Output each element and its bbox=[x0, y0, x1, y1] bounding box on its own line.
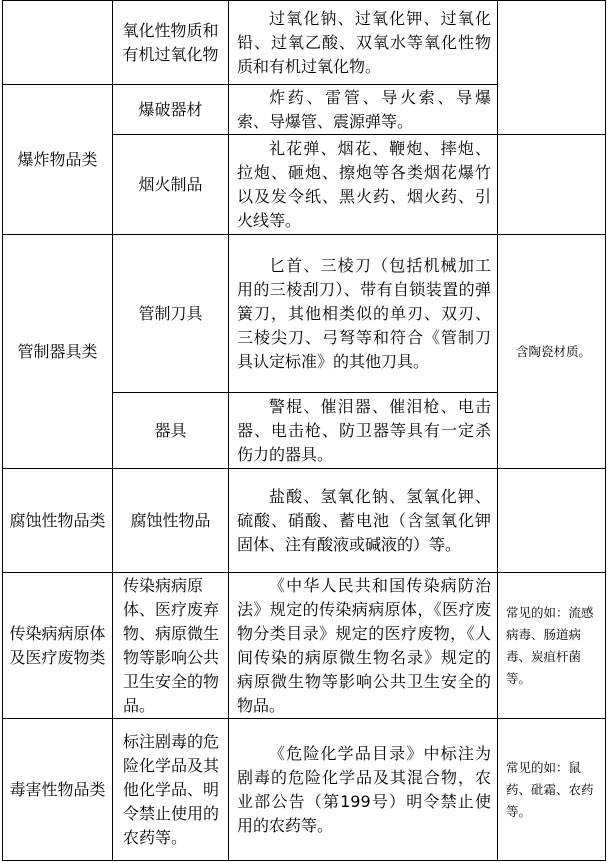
description-cell: 过氧化钠、过氧化钾、过氧化铅、过氧乙酸、双氧水等氧化性物质和有机过氧化物。 bbox=[229, 1, 498, 85]
note-cell bbox=[498, 469, 606, 573]
category-cell bbox=[3, 1, 113, 85]
description-cell: 《中华人民共和国传染病防治法》规定的传染病病原体，《医疗废物分类目录》规定的医疗废物，《人间传染的病原微生物名录》规定的病原微生物等影响公共卫生安全的物品。 bbox=[229, 573, 498, 719]
category-cell: 传染病病原体及医疗废物类 bbox=[3, 573, 113, 719]
category-cell: 毒害性物品类 bbox=[3, 719, 113, 861]
category-cell: 爆炸物品类 bbox=[3, 85, 113, 235]
note-cell bbox=[498, 1, 606, 135]
subcategory-cell: 管制刀具 bbox=[113, 235, 229, 393]
subcategory-cell: 腐蚀性物品 bbox=[113, 469, 229, 573]
note-cell: 常见的如：流感病毒、肠道病毒、炭疽杆菌等。 bbox=[498, 573, 606, 719]
description-cell: 盐酸、氢氧化钠、氢氧化钾、硫酸、硝酸、蓄电池（含氢氧化钾固体、注有酸液或碱液的）等。 bbox=[229, 469, 498, 573]
subcategory-cell: 器具 bbox=[113, 393, 229, 469]
description-cell: 礼花弹、烟花、鞭炮、摔炮、拉炮、砸炮、擦炮等各类烟花爆竹以及发令纸、黑火药、烟火药、引火线等。 bbox=[229, 135, 498, 235]
table-row bbox=[3, 719, 606, 861]
table-row bbox=[3, 235, 606, 393]
description-cell: 匕首、三棱刀（包括机械加工用的三棱刮刀）、带有自锁装置的弹簧刀，其他相类似的单刃、双刃、三棱尖刀、弓弩等和符合《管制刀具认定标准》的其他刀具。 bbox=[229, 235, 498, 393]
prohibited-items-table bbox=[2, 0, 606, 861]
category-cell: 腐蚀性物品类 bbox=[3, 469, 113, 573]
subcategory-cell: 烟火制品 bbox=[113, 135, 229, 235]
subcategory-cell: 氧化性物质和有机过氧化物 bbox=[113, 1, 229, 85]
description-cell: 《危险化学品目录》中标注为剧毒的危险化学品及其混合物，农业部公告（第199号）明令禁止使用的农药等。 bbox=[229, 719, 498, 861]
table-row bbox=[3, 573, 606, 719]
table-row bbox=[3, 469, 606, 573]
description-cell: 炸药、雷管、导火索、导爆索、导爆管、震源弹等。 bbox=[229, 85, 498, 135]
note-cell: 常见的如：鼠药、砒霜、农药等。 bbox=[498, 719, 606, 861]
subcategory-cell: 标注剧毒的危险化学品及其他化学品、明令禁止使用的农药等。 bbox=[113, 719, 229, 861]
table-row bbox=[3, 1, 606, 85]
subcategory-cell: 爆破器材 bbox=[113, 85, 229, 135]
subcategory-cell: 传染病病原体、医疗废弃物、病原微生物等影响公共卫生安全的物品。 bbox=[113, 573, 229, 719]
note-cell: 含陶瓷材质。 bbox=[498, 235, 606, 469]
note-cell bbox=[498, 135, 606, 235]
description-cell: 警棍、催泪器、催泪枪、电击器、电击枪、防卫器等具有一定杀伤力的器具。 bbox=[229, 393, 498, 469]
category-cell: 管制器具类 bbox=[3, 235, 113, 469]
